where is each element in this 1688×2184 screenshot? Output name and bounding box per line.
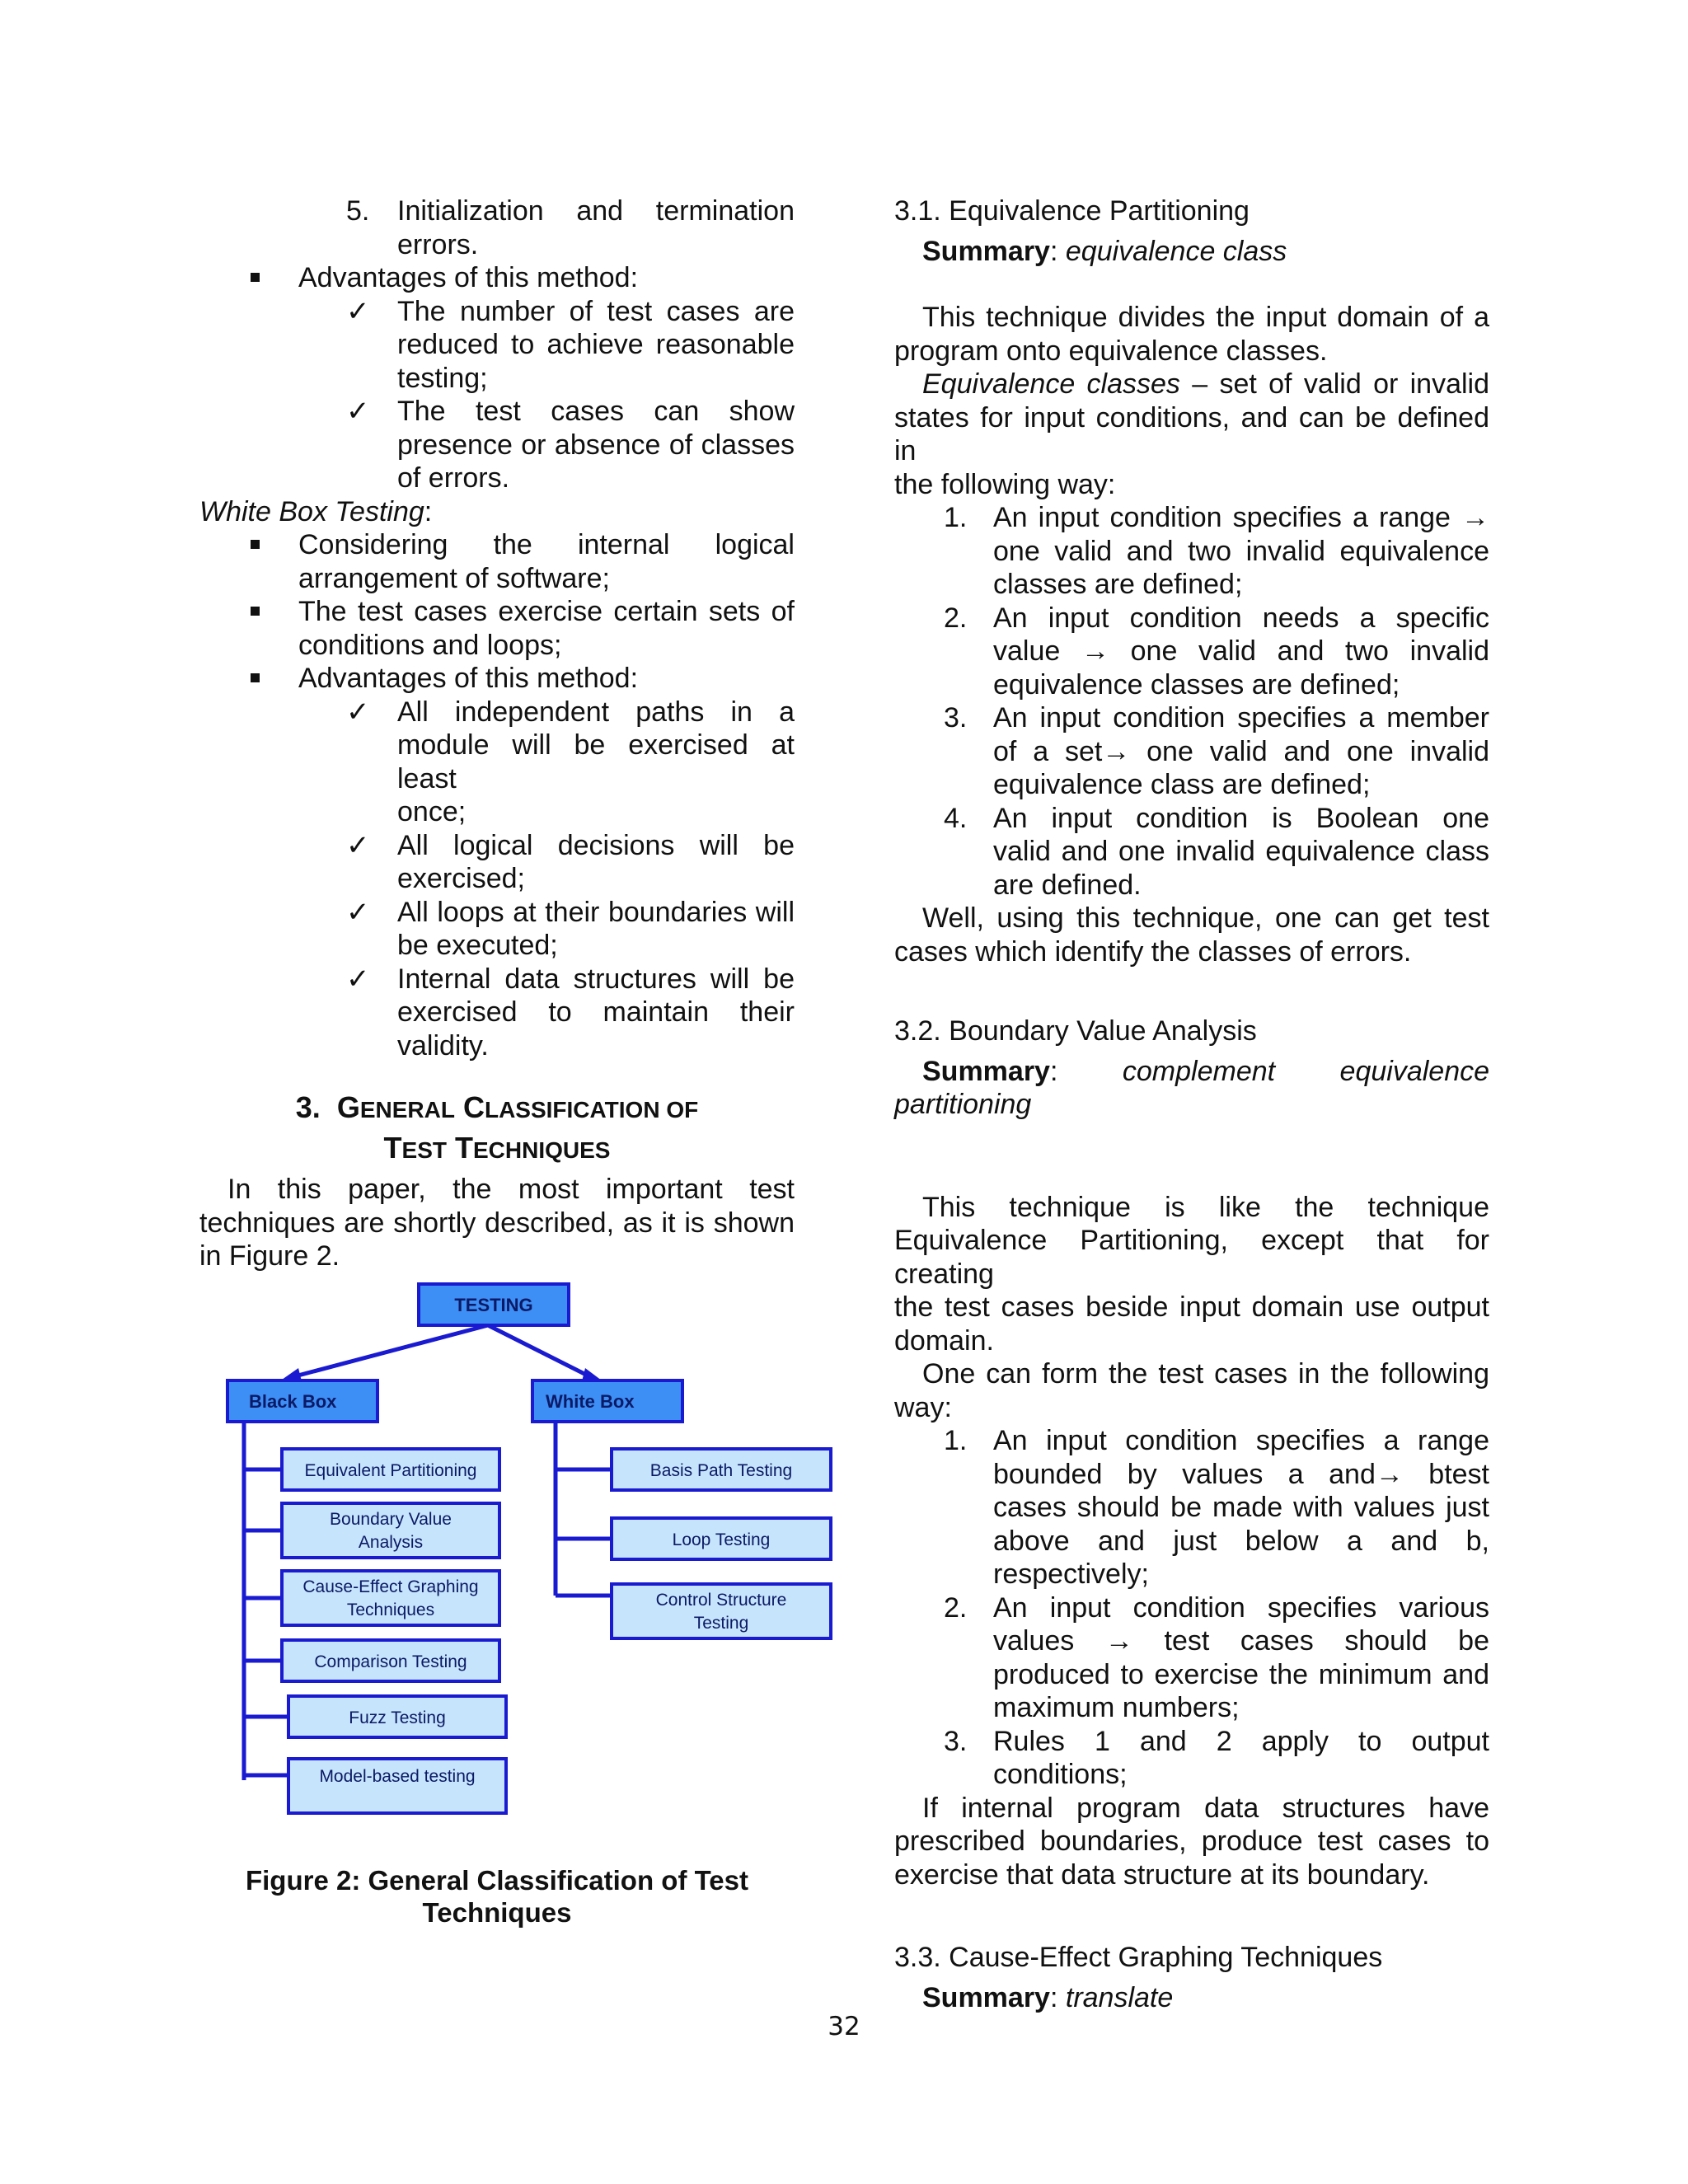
paragraph: This technique divides the input domain of a program onto equivalence classes. <box>894 302 1489 367</box>
list-item <box>199 696 795 829</box>
text-line: Initialization and termination <box>397 195 795 227</box>
text-line: above and just below a and b, <box>993 1525 1489 1557</box>
text-line: Advantages of this method: <box>298 262 639 293</box>
black-box-item-label: Model-based testing <box>319 1767 476 1786</box>
list-item <box>199 595 795 662</box>
text-line: validity. <box>397 1029 489 1062</box>
list-item <box>894 501 1489 602</box>
checkmark-icon: ✓ <box>346 295 370 327</box>
text-line: presence or absence of classes <box>397 429 795 461</box>
advantages-list <box>199 696 795 1063</box>
text-line: maximum numbers; <box>993 1692 1240 1723</box>
square-bullet-icon <box>251 273 260 282</box>
list-item <box>894 602 1489 702</box>
list-number: 4. <box>944 802 968 834</box>
white-box-item-label: Control Structure <box>655 1591 787 1610</box>
list-item <box>199 829 795 896</box>
text-line: conditions; <box>993 1759 1128 1790</box>
text-line: The test cases can show <box>397 396 795 427</box>
numbered-list <box>894 501 1489 902</box>
text-line: arrangement of software; <box>298 562 610 594</box>
left-column <box>199 194 795 1273</box>
text-line: All independent paths in a <box>397 696 795 728</box>
text-line: All loops at their boundaries will <box>397 896 795 928</box>
text-line: cases should be made with values just <box>993 1492 1489 1523</box>
list-item <box>199 194 795 261</box>
text-line: be executed; <box>397 930 558 961</box>
text-line: conditions and loops; <box>298 629 562 661</box>
page-number: 32 <box>828 2012 860 2041</box>
list-number: 2. <box>944 1591 968 1624</box>
text-line: classes are defined; <box>993 569 1243 600</box>
summary-line: Summary: equivalence class <box>922 235 1287 267</box>
list-item <box>199 261 795 295</box>
list-item <box>894 802 1489 902</box>
black-box-item-label: Equivalent Partitioning <box>304 1461 477 1480</box>
list-number: 1. <box>944 502 968 533</box>
paragraph: Well, using this technique, one can get test cases which identify the classes of errors. <box>894 902 1489 968</box>
text-line: The test cases exercise certain sets of <box>298 596 795 627</box>
bullet-list <box>199 528 795 696</box>
text-line: one valid and two invalid equivalence <box>993 535 1489 567</box>
text-line: module will be exercised at least <box>397 729 795 794</box>
advantages-list <box>199 295 795 495</box>
black-box-item-label: Fuzz Testing <box>349 1708 446 1727</box>
text-line: All logical decisions will be <box>397 829 795 861</box>
paragraph: This technique is like the technique Equivalence Partitioning, except that for creating the test cases beside input domain use output domain. <box>894 1191 1489 1357</box>
text-line: An input condition is Boolean one <box>993 802 1489 834</box>
text-line: An input condition specifies various <box>993 1591 1489 1624</box>
paragraph: In this paper, the most important test techniques are shortly described, as it is shown in Figure 2. <box>199 1174 795 1272</box>
summary-continuation: partitioning <box>894 1089 1032 1120</box>
black-box-item-label: Cause-Effect Graphing <box>302 1577 479 1596</box>
list-item <box>894 1725 1489 1792</box>
list-item <box>199 662 795 696</box>
list-number: 2. <box>944 602 968 634</box>
list-item <box>199 295 795 396</box>
list-item <box>894 1424 1489 1591</box>
black-box-item-label: Analysis <box>358 1533 424 1552</box>
list-item <box>199 896 795 963</box>
subheading: White Box Testing: <box>199 495 433 527</box>
list-item <box>199 395 795 495</box>
square-bullet-icon <box>251 540 260 549</box>
checkmark-icon: ✓ <box>346 829 370 861</box>
text-line: are defined. <box>993 869 1142 901</box>
section-title: 3.1. Equivalence Partitioning <box>894 195 1250 227</box>
text-line: bounded by values a and→ btest <box>993 1458 1489 1490</box>
section-heading: 3. GENERAL CLASSIFICATION OF TEST TECHNIQUES <box>295 1090 699 1165</box>
text-line: An input condition specifies a range <box>993 1425 1489 1456</box>
text-line: Advantages of this method: <box>298 663 639 694</box>
list-item <box>894 1591 1489 1725</box>
text-line: equivalence class are defined; <box>993 769 1371 800</box>
white-box-item-label: Testing <box>693 1614 749 1633</box>
paragraph: Equivalence classes – set of valid or invalid states for input conditions, and can be defined in the following way: <box>894 368 1490 500</box>
white-box-item-label: Basis Path Testing <box>649 1461 793 1480</box>
section-title: 3.3. Cause-Effect Graphing Techniques <box>894 1942 1383 1973</box>
numbered-list <box>894 1424 1489 1792</box>
text-line: The number of test cases are <box>397 295 795 327</box>
checkmark-icon: ✓ <box>346 896 370 928</box>
connector-line <box>292 1325 488 1377</box>
text-line: errors. <box>397 228 479 260</box>
checkmark-icon: ✓ <box>346 696 370 728</box>
text-line: An input condition specifies a member <box>993 702 1489 733</box>
text-line: valid and one invalid equivalence class <box>993 836 1489 867</box>
text-line: equivalence classes are defined; <box>993 668 1400 701</box>
square-bullet-icon <box>251 607 260 616</box>
text-line: of a set→ one valid and one invalid <box>993 735 1489 767</box>
list-number: 3. <box>944 1725 968 1757</box>
black-box-label: Black Box <box>249 1391 337 1412</box>
text-line: An input condition specifies a range → <box>993 502 1489 533</box>
text-line: once; <box>397 796 467 827</box>
classification-diagram <box>216 1276 842 1820</box>
paragraph: One can form the test cases in the following way: <box>894 1358 1489 1423</box>
text-line: produced to exercise the minimum and <box>993 1658 1489 1690</box>
text-line: exercised to maintain their <box>397 996 795 1028</box>
list-item <box>199 528 795 595</box>
black-box-item-label: Comparison Testing <box>314 1652 467 1671</box>
list-item <box>199 963 795 1063</box>
square-bullet-icon <box>251 673 260 682</box>
text-line: values → test cases should be <box>993 1625 1489 1657</box>
checkmark-icon: ✓ <box>346 963 370 995</box>
text-line: exercised; <box>397 863 525 894</box>
list-number: 5. <box>346 195 370 227</box>
text-line: reduced to achieve reasonable <box>397 329 795 360</box>
white-box-item-label: Loop Testing <box>672 1530 771 1549</box>
paragraph: If internal program data structures have prescribed boundaries, produce test cases to exercise that data structure at its boundary. <box>894 1792 1489 1891</box>
text-line: Rules 1 and 2 apply to output <box>993 1725 1489 1757</box>
black-box-item-label: Techniques <box>346 1601 435 1619</box>
list-number: 1. <box>944 1425 968 1456</box>
summary-line: Summary: complement equivalence <box>922 1055 1490 1087</box>
checkmark-icon: ✓ <box>346 396 370 427</box>
list-item <box>894 701 1489 802</box>
figure-caption: Figure 2: General Classification of Test Techniques <box>245 1865 749 1928</box>
text-line: value → one valid and two invalid <box>993 635 1489 667</box>
white-box-label: White Box <box>546 1391 635 1412</box>
root-node-label: TESTING <box>454 1295 533 1315</box>
section-title: 3.2. Boundary Value Analysis <box>894 1015 1257 1047</box>
text-line: An input condition needs a specific <box>993 602 1489 634</box>
list-number: 3. <box>944 702 968 733</box>
right-column <box>894 194 1489 2014</box>
connector-line <box>488 1325 591 1377</box>
text-line: respectively; <box>993 1558 1149 1590</box>
text-line: of errors. <box>397 462 510 494</box>
text-line: Internal data structures will be <box>397 963 795 995</box>
text-line: Considering the internal logical <box>298 529 795 560</box>
black-box-item-label: Boundary Value <box>330 1510 452 1529</box>
text-line: testing; <box>397 362 488 394</box>
summary-line: Summary: translate <box>922 1981 1174 2013</box>
